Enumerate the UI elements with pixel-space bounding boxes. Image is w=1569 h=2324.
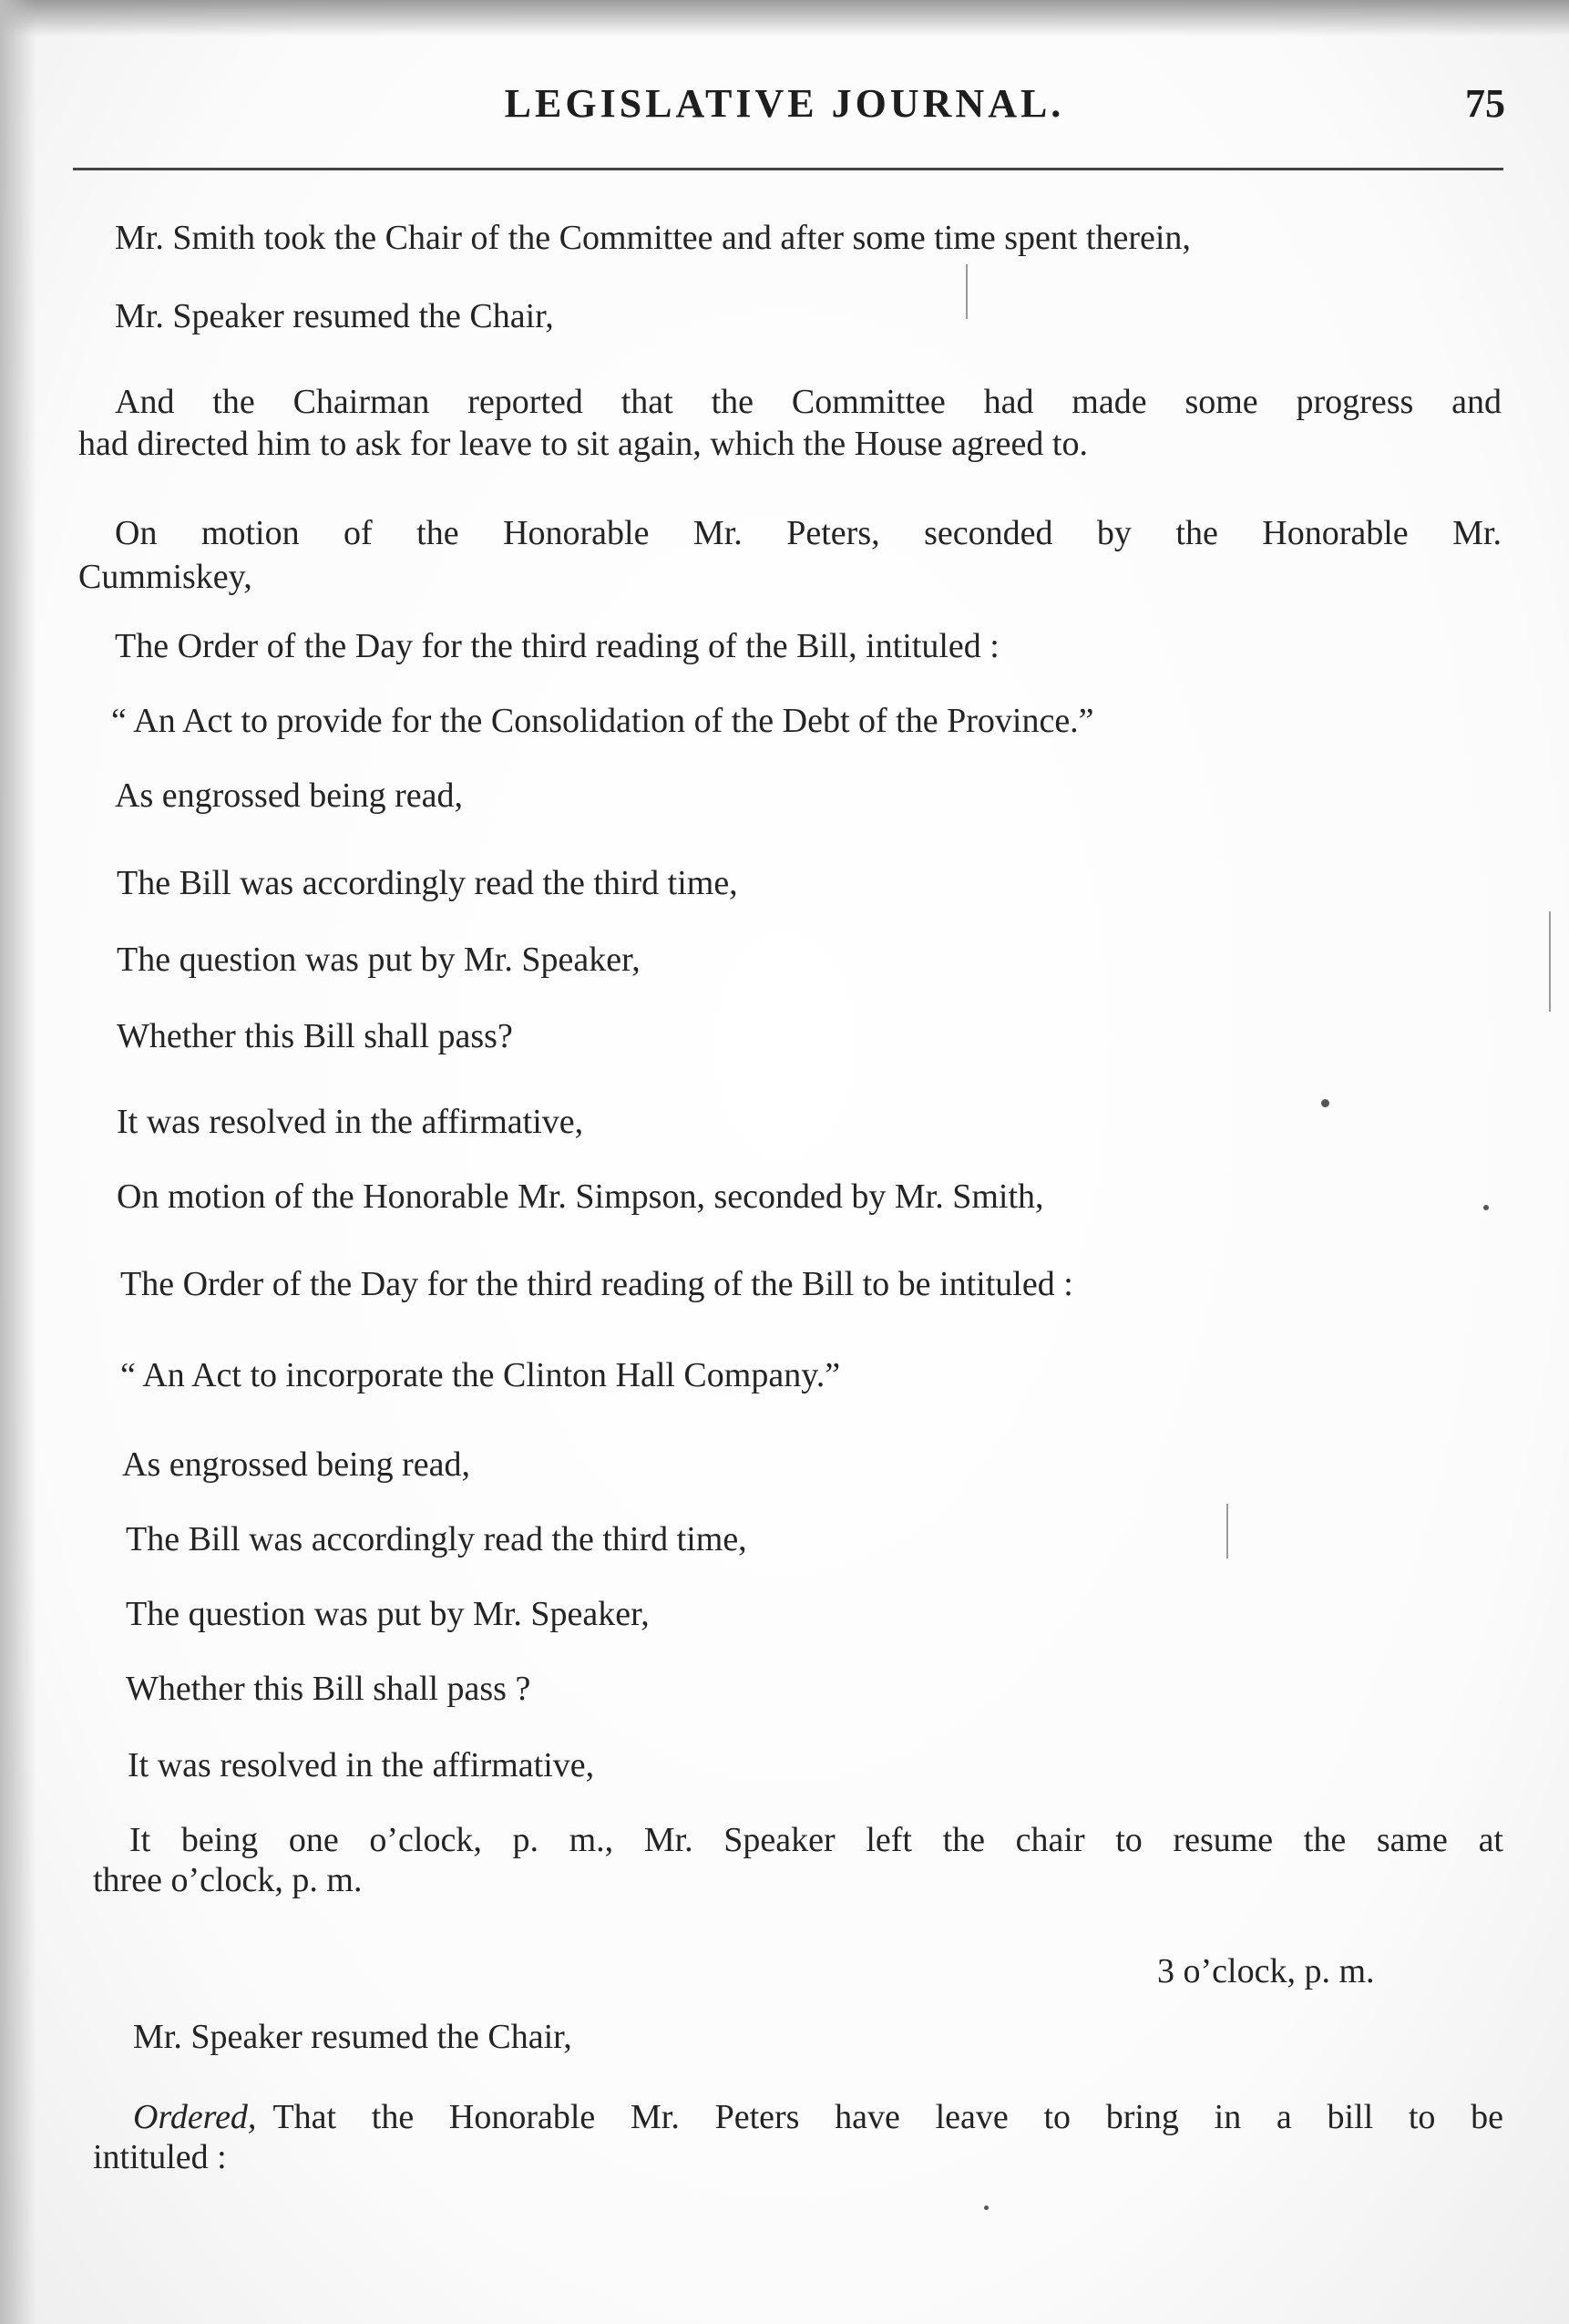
text-line: The Bill was accordingly read the third time, [126,1520,747,1558]
scan-scratch [1549,911,1551,1012]
text-line: The Order of the Day for the third reading of the Bill, intituled : [115,627,1000,665]
ink-speck [1483,1205,1489,1210]
text-line: had directed him to ask for leave to sit again, which the House agreed to. [78,425,1088,463]
ordered-label: Ordered, [133,2098,257,2136]
scan-shadow-left [0,0,36,2324]
ink-speck [1321,1099,1329,1107]
text-line: three o’clock, p. m. [93,1861,363,1899]
time-marker: 3 o’clock, p. m. [1157,1952,1375,1990]
text-line: intituled : [93,2138,227,2176]
text-line: Mr. Speaker resumed the Chair, [133,2018,572,2056]
page-number: 75 [1465,81,1505,126]
text-line: The Bill was accordingly read the third time, [117,864,738,902]
text-line: That the Honorable Mr. Peters have leave to bring in a bill to be [272,2098,1503,2136]
text-line: Mr. Speaker resumed the Chair, [115,297,554,335]
text-line: Whether this Bill shall pass? [117,1017,513,1055]
text-line: On motion of the Honorable Mr. Simpson, seconded by Mr. Smith, [117,1177,1044,1216]
bill-title: “ An Act to provide for the Consolidation of the Debt of the Province.” [111,702,1094,740]
ink-speck [984,2206,989,2210]
bill-title: “ An Act to incorporate the Clinton Hall Company.” [120,1356,841,1394]
ordered-line [133,2096,1503,2138]
page-header [0,80,1569,144]
scan-scratch [966,264,968,319]
text-line: The question was put by Mr. Speaker, [126,1595,650,1633]
text-line: Cummiskey, [78,558,252,596]
text-line: Whether this Bill shall pass ? [126,1670,531,1708]
text-line: The question was put by Mr. Speaker, [117,941,641,979]
header-rule [73,168,1503,170]
running-title: LEGISLATIVE JOURNAL. [504,81,1065,126]
text-line: Mr. Smith took the Chair of the Committee and after some time spent therein, [115,219,1191,257]
scan-scratch [1226,1504,1228,1558]
text-line: As engrossed being read, [122,1445,471,1484]
text-line: It was resolved in the affirmative, [117,1103,584,1141]
text-line: It being one o’clock, p. m., Mr. Speaker left the chair to resume the same at [129,1821,1503,1859]
text-line: On motion of the Honorable Mr. Peters, seconded by the Honorable Mr. [115,514,1502,552]
scan-shadow-top [0,0,1569,36]
text-line: It was resolved in the affirmative, [128,1746,595,1784]
text-line: The Order of the Day for the third reading of the Bill to be intituled : [120,1265,1073,1303]
text-line: As engrossed being read, [115,776,464,815]
text-line: And the Chairman reported that the Committee had made some progress and [115,383,1502,421]
